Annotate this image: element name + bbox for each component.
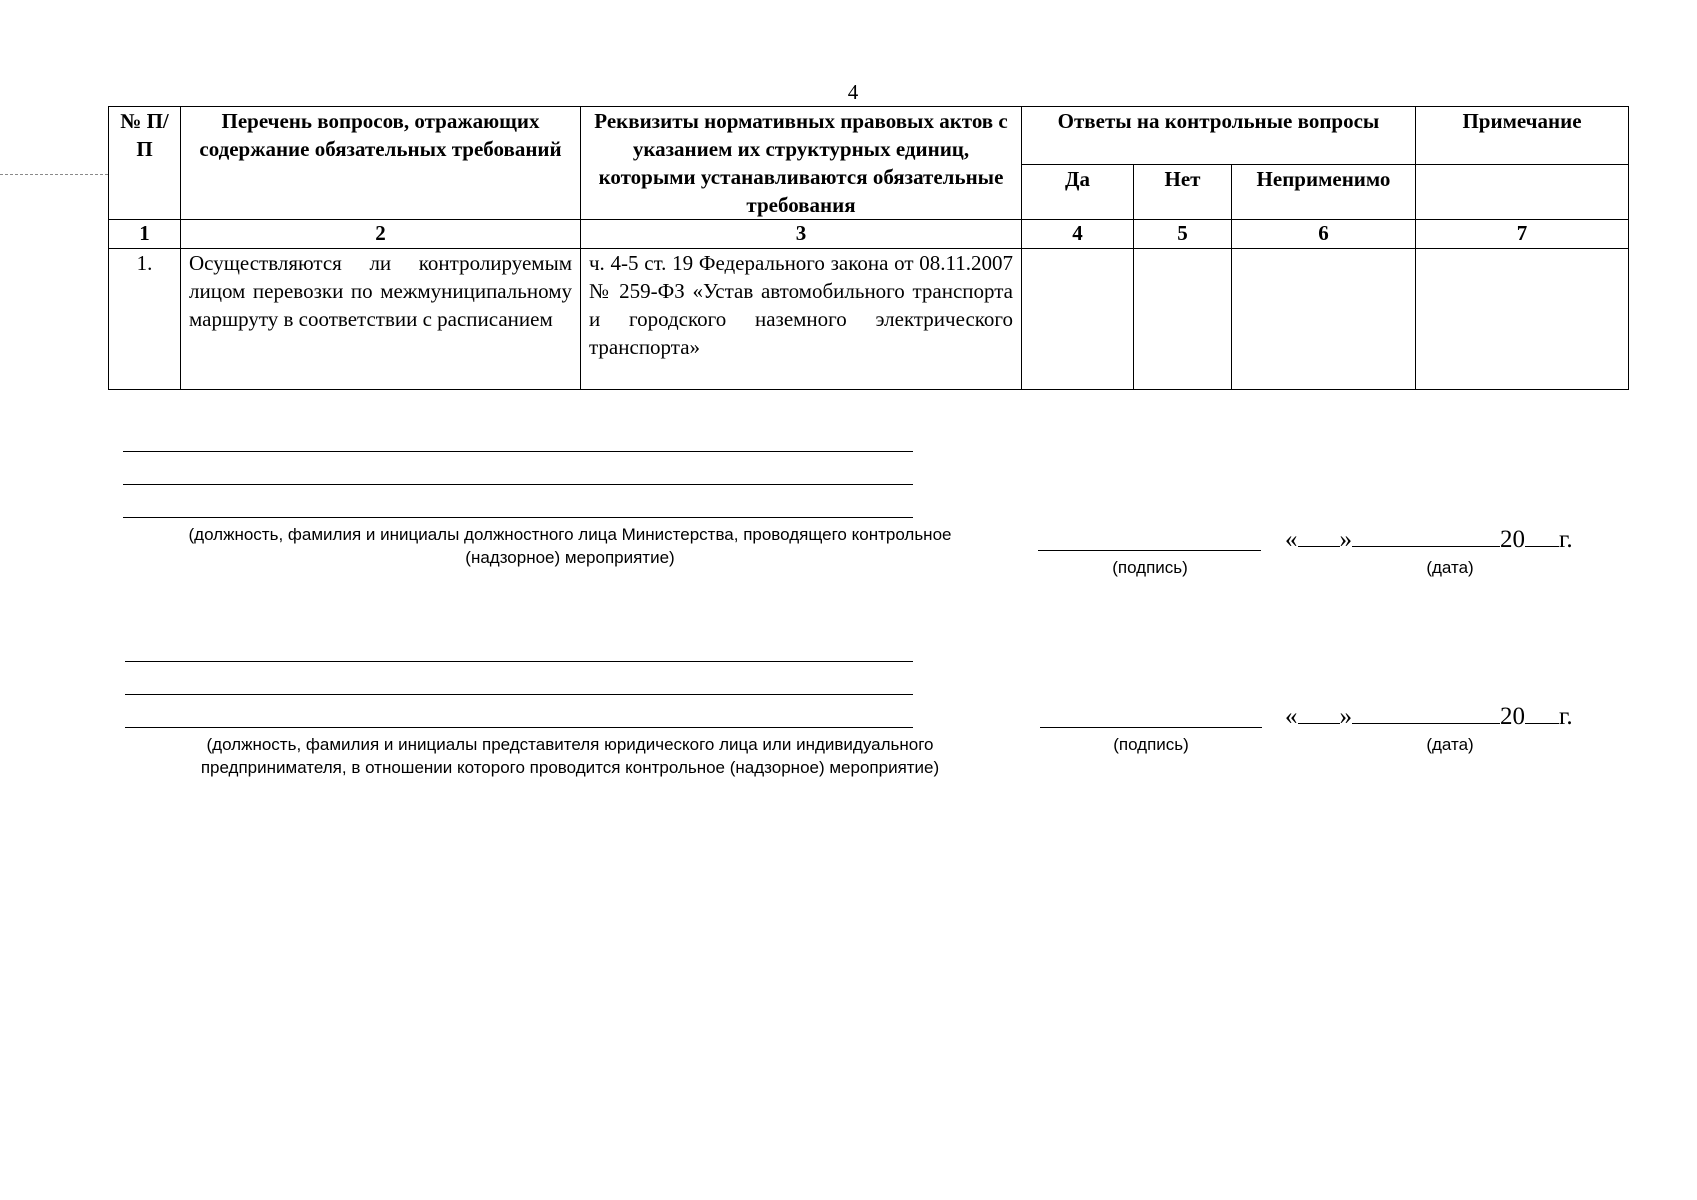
- checklist-table: [108, 106, 1629, 390]
- year-suffix: г.: [1559, 526, 1573, 553]
- column-number: 4: [1022, 220, 1134, 249]
- signature-line[interactable]: [1040, 727, 1262, 728]
- position-line[interactable]: [123, 484, 913, 485]
- column-number: 6: [1232, 220, 1416, 249]
- day-blank[interactable]: [1298, 524, 1340, 547]
- table-header-row: [109, 107, 1629, 165]
- row-requisite: ч. 4-5 ст. 19 Федерального закона от 08.11.2007 № 259-ФЗ «Устав автомобильного транспорта и городского наземного электрического транспорта»: [581, 249, 1022, 390]
- answer-not-applicable-cell[interactable]: [1232, 249, 1416, 390]
- page-number: 4: [847, 80, 859, 104]
- quote-close: »: [1339, 526, 1352, 553]
- header-requisites: Реквизиты нормативных правовых актов с указанием их структурных единиц, которыми устанавливаются обязательные требования: [581, 107, 1022, 220]
- position-line[interactable]: [125, 661, 913, 662]
- date-line: [1285, 701, 1573, 732]
- header-no: Нет: [1134, 164, 1232, 220]
- header-not-applicable: Неприменимо: [1232, 164, 1416, 220]
- column-number: 2: [181, 220, 581, 249]
- column-number: 3: [581, 220, 1022, 249]
- signature-caption: (подпись): [1112, 558, 1188, 577]
- quote-open: «: [1285, 703, 1298, 730]
- date-caption: (дата): [1426, 558, 1474, 577]
- signature-line[interactable]: [1038, 550, 1261, 551]
- month-blank[interactable]: [1352, 701, 1500, 724]
- header-yes: Да: [1022, 164, 1134, 220]
- column-number: 1: [109, 220, 181, 249]
- year-blank[interactable]: [1525, 701, 1559, 724]
- position-caption: (должность, фамилия и инициалы должностного лица Министерства, проводящего контрольное (надзорное) мероприятие): [188, 525, 952, 567]
- quote-close: »: [1339, 703, 1352, 730]
- position-caption: (должность, фамилия и инициалы представителя юридического лица или индивидуального предпринимателя, в отношении которого проводится контрольное (надзорное) мероприятие): [200, 735, 940, 777]
- header-number: № П/П: [109, 107, 181, 220]
- date-caption: (дата): [1426, 735, 1474, 754]
- scan-artifact-line: [0, 174, 108, 175]
- row-number: 1.: [109, 249, 181, 390]
- position-line[interactable]: [123, 517, 913, 518]
- header-questions: Перечень вопросов, отражающих содержание обязательных требований: [181, 107, 581, 220]
- year-suffix: г.: [1559, 703, 1573, 730]
- answer-no-cell[interactable]: [1134, 249, 1232, 390]
- month-blank[interactable]: [1352, 524, 1500, 547]
- position-line[interactable]: [123, 451, 913, 452]
- table-row: [109, 249, 1629, 390]
- signature-caption: (подпись): [1113, 735, 1189, 754]
- column-number: 7: [1416, 220, 1629, 249]
- row-question: Осуществляются ли контролируемым лицом перевозки по межмуниципальному маршруту в соответствии с расписанием: [181, 249, 581, 390]
- year-prefix: 20: [1500, 526, 1525, 553]
- column-number: 5: [1134, 220, 1232, 249]
- header-note-blank: [1416, 164, 1629, 220]
- header-note: Примечание: [1416, 107, 1629, 165]
- date-line: [1285, 524, 1573, 555]
- position-line[interactable]: [125, 694, 913, 695]
- answer-yes-cell[interactable]: [1022, 249, 1134, 390]
- header-answers: Ответы на контрольные вопросы: [1022, 107, 1416, 165]
- note-cell[interactable]: [1416, 249, 1629, 390]
- quote-open: «: [1285, 526, 1298, 553]
- day-blank[interactable]: [1298, 701, 1340, 724]
- year-prefix: 20: [1500, 703, 1525, 730]
- position-line[interactable]: [125, 727, 913, 728]
- column-number-row: [109, 220, 1629, 249]
- year-blank[interactable]: [1525, 524, 1559, 547]
